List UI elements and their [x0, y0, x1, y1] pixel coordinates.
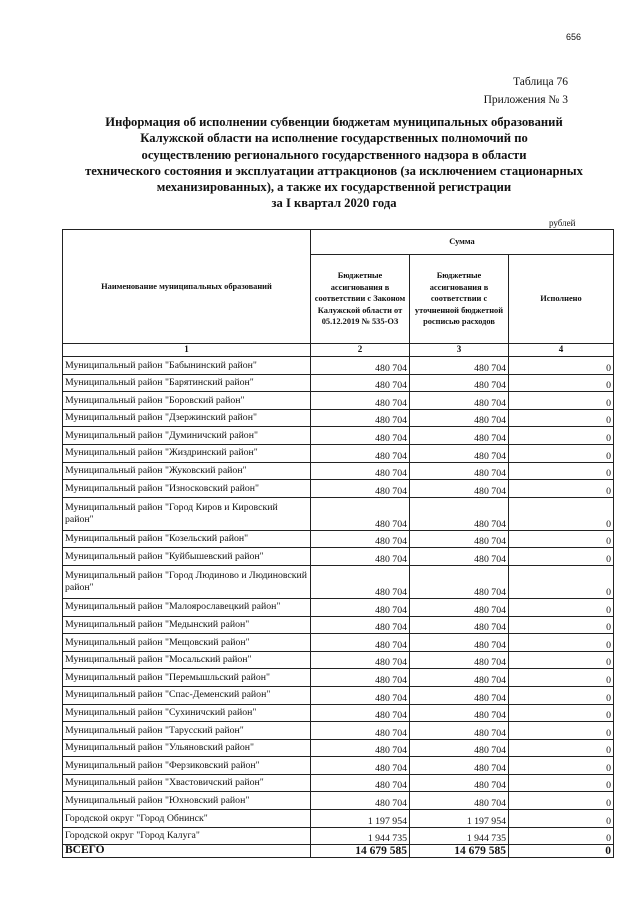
law-amount: 480 704	[311, 565, 410, 598]
municipality-name: Муниципальный район "Юхновский район"	[63, 792, 311, 810]
table-row	[63, 565, 614, 598]
column-number: 4	[509, 344, 614, 357]
law-amount: 480 704	[311, 357, 410, 375]
law-amount: 480 704	[311, 651, 410, 669]
table-row	[63, 598, 614, 616]
law-amount: 480 704	[311, 757, 410, 775]
roster-amount: 480 704	[410, 392, 509, 410]
roster-amount: 480 704	[410, 686, 509, 704]
executed-amount: 0	[509, 374, 614, 392]
roster-amount: 480 704	[410, 548, 509, 566]
roster-amount: 480 704	[410, 357, 509, 375]
executed-amount: 0	[509, 565, 614, 598]
executed-amount: 0	[509, 634, 614, 652]
law-amount: 480 704	[311, 374, 410, 392]
table-row	[63, 827, 614, 845]
total-label: ВСЕГО	[63, 845, 311, 858]
title-line: Информация об исполнении субвенции бюджетам муниципальных образований	[105, 115, 563, 129]
executed-amount: 0	[509, 757, 614, 775]
executed-amount: 0	[509, 810, 614, 828]
header-law-col: Бюджетные ассигнования в соответствии с Законом Калужской области от 05.12.2019 № 535-ОЗ	[311, 255, 410, 344]
law-amount: 480 704	[311, 497, 410, 530]
table-row	[63, 651, 614, 669]
title-line: Калужской области на исполнение государственных полномочий по	[140, 131, 528, 146]
executed-amount: 0	[509, 827, 614, 845]
roster-amount: 480 704	[410, 462, 509, 480]
municipality-name: Муниципальный район "Козельский район"	[63, 530, 311, 548]
title-line: технического состояния и эксплуатации аттракционов (за исключением стационарных	[85, 163, 583, 178]
municipality-name: Муниципальный район "Барятинский район"	[63, 374, 311, 392]
law-amount: 480 704	[311, 669, 410, 687]
law-amount: 480 704	[311, 392, 410, 410]
law-amount: 480 704	[311, 792, 410, 810]
municipality-name: Муниципальный район "Город Людиново и Людиновский район"	[63, 565, 311, 598]
law-amount: 480 704	[311, 598, 410, 616]
municipality-name: Муниципальный район "Хвастовичский район"	[63, 774, 311, 792]
title-line: осуществлению регионального государственного надзора в области	[141, 147, 527, 162]
executed-amount: 0	[509, 462, 614, 480]
municipality-name: Городской округ "Город Калуга"	[63, 827, 311, 845]
document-title	[60, 114, 608, 212]
law-amount: 480 704	[311, 480, 410, 498]
executed-amount: 0	[509, 616, 614, 634]
law-amount: 480 704	[311, 616, 410, 634]
executed-amount: 0	[509, 704, 614, 722]
law-amount: 480 704	[311, 634, 410, 652]
roster-amount: 480 704	[410, 739, 509, 757]
table-row	[63, 480, 614, 498]
roster-amount: 480 704	[410, 497, 509, 530]
roster-amount: 480 704	[410, 480, 509, 498]
municipality-name: Муниципальный район "Ульяновский район"	[63, 739, 311, 757]
municipality-name: Муниципальный район "Сухиничский район"	[63, 704, 311, 722]
law-amount: 480 704	[311, 409, 410, 427]
total-law: 14 679 585	[311, 845, 410, 858]
table-row	[63, 497, 614, 530]
municipality-name: Муниципальный район "Перемышльский район"	[63, 669, 311, 687]
roster-amount: 480 704	[410, 444, 509, 462]
executed-amount: 0	[509, 651, 614, 669]
column-number: 3	[410, 344, 509, 357]
appendix-caption: Приложения № 3	[483, 94, 568, 106]
municipality-name: Муниципальный район "Ферзиковский район"	[63, 757, 311, 775]
executed-amount: 0	[509, 739, 614, 757]
executed-amount: 0	[509, 686, 614, 704]
law-amount: 1 197 954	[311, 810, 410, 828]
total-row	[63, 845, 614, 858]
table-row	[63, 686, 614, 704]
table-row	[63, 722, 614, 740]
roster-amount: 1 197 954	[410, 810, 509, 828]
municipality-name: Муниципальный район "Мосальский район"	[63, 651, 311, 669]
title-line: механизированных), а также их государственной регистрации	[156, 180, 512, 195]
roster-amount: 480 704	[410, 792, 509, 810]
table-row	[63, 409, 614, 427]
table-row	[63, 530, 614, 548]
table-row	[63, 792, 614, 810]
subvention-table	[62, 229, 614, 858]
law-amount: 480 704	[311, 774, 410, 792]
table-row	[63, 669, 614, 687]
roster-amount: 480 704	[410, 774, 509, 792]
executed-amount: 0	[509, 444, 614, 462]
municipality-name: Муниципальный район "Тарусский район"	[63, 722, 311, 740]
column-number: 2	[311, 344, 410, 357]
municipality-name: Муниципальный район "Жуковский район"	[63, 462, 311, 480]
title-line: за I квартал 2020 года	[271, 196, 397, 211]
header-executed-col: Исполнено	[509, 255, 614, 344]
municipality-name: Муниципальный район "Думиничский район"	[63, 427, 311, 445]
roster-amount: 480 704	[410, 757, 509, 775]
municipality-name: Муниципальный район "Боровский район"	[63, 392, 311, 410]
unit-label: рублей	[549, 218, 576, 228]
municipality-name: Муниципальный район "Бабынинский район"	[63, 357, 311, 375]
law-amount: 480 704	[311, 462, 410, 480]
roster-amount: 480 704	[410, 616, 509, 634]
header-roster-col: Бюджетные ассигнования в соответствии с уточненной бюджетной росписью расходов	[410, 255, 509, 344]
law-amount: 480 704	[311, 427, 410, 445]
table-row	[63, 616, 614, 634]
roster-amount: 480 704	[410, 427, 509, 445]
table-row	[63, 739, 614, 757]
roster-amount: 480 704	[410, 651, 509, 669]
table-row	[63, 462, 614, 480]
table-row	[63, 634, 614, 652]
executed-amount: 0	[509, 548, 614, 566]
municipality-name: Муниципальный район "Медынский район"	[63, 616, 311, 634]
table-row	[63, 444, 614, 462]
executed-amount: 0	[509, 497, 614, 530]
municipality-name: Муниципальный район "Малоярославецкий район"	[63, 598, 311, 616]
table-row	[63, 810, 614, 828]
table-row	[63, 774, 614, 792]
executed-amount: 0	[509, 427, 614, 445]
executed-amount: 0	[509, 792, 614, 810]
municipality-name: Муниципальный район "Дзержинский район"	[63, 409, 311, 427]
column-number: 1	[63, 344, 311, 357]
roster-amount: 480 704	[410, 704, 509, 722]
table-caption: Таблица 76	[513, 76, 568, 88]
municipality-name: Городской округ "Город Обнинск"	[63, 810, 311, 828]
municipality-name: Муниципальный район "Куйбышевский район"	[63, 548, 311, 566]
roster-amount: 480 704	[410, 409, 509, 427]
page-number: 656	[566, 32, 582, 42]
roster-amount: 480 704	[410, 722, 509, 740]
roster-amount: 480 704	[410, 530, 509, 548]
total-roster: 14 679 585	[410, 845, 509, 858]
municipality-name: Муниципальный район "Износковский район"	[63, 480, 311, 498]
header-name-col: Наименование муниципальных образований	[63, 230, 311, 344]
roster-amount: 480 704	[410, 669, 509, 687]
law-amount: 480 704	[311, 530, 410, 548]
executed-amount: 0	[509, 598, 614, 616]
roster-amount: 1 944 735	[410, 827, 509, 845]
municipality-name: Муниципальный район "Город Киров и Кировский район"	[63, 497, 311, 530]
executed-amount: 0	[509, 480, 614, 498]
table-row	[63, 548, 614, 566]
executed-amount: 0	[509, 357, 614, 375]
law-amount: 1 944 735	[311, 827, 410, 845]
executed-amount: 0	[509, 774, 614, 792]
law-amount: 480 704	[311, 722, 410, 740]
roster-amount: 480 704	[410, 374, 509, 392]
header-sum-group: Сумма	[311, 230, 614, 255]
total-executed: 0	[509, 845, 614, 858]
municipality-name: Муниципальный район "Жиздринский район"	[63, 444, 311, 462]
roster-amount: 480 704	[410, 634, 509, 652]
executed-amount: 0	[509, 392, 614, 410]
table-row	[63, 704, 614, 722]
executed-amount: 0	[509, 722, 614, 740]
municipality-name: Муниципальный район "Спас-Деменский район"	[63, 686, 311, 704]
executed-amount: 0	[509, 669, 614, 687]
law-amount: 480 704	[311, 686, 410, 704]
executed-amount: 0	[509, 409, 614, 427]
law-amount: 480 704	[311, 704, 410, 722]
roster-amount: 480 704	[410, 598, 509, 616]
law-amount: 480 704	[311, 548, 410, 566]
law-amount: 480 704	[311, 444, 410, 462]
law-amount: 480 704	[311, 739, 410, 757]
roster-amount: 480 704	[410, 565, 509, 598]
municipality-name: Муниципальный район "Мещовский район"	[63, 634, 311, 652]
table-row	[63, 374, 614, 392]
table-row	[63, 427, 614, 445]
table-row	[63, 357, 614, 375]
table-row	[63, 392, 614, 410]
executed-amount: 0	[509, 530, 614, 548]
table-row	[63, 757, 614, 775]
